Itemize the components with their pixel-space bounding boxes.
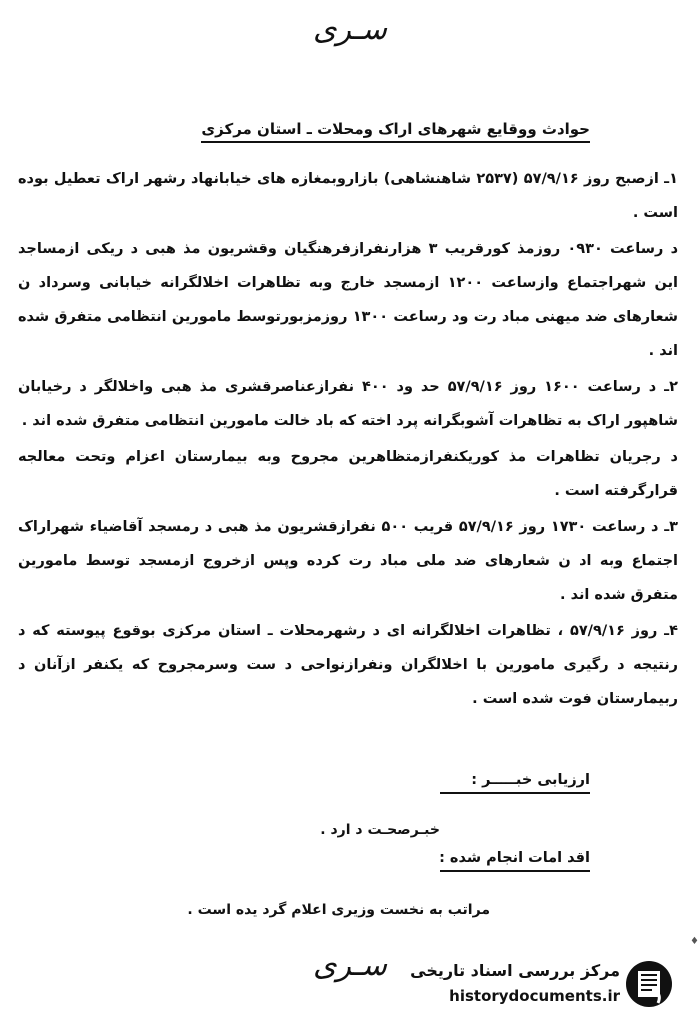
paragraph-4: د رجریان تظاهرات مذ کوریکنفرازمتظاهرین مجروح وبه بیمارستان اعزام وتحت معالجه قرارگرفته است . [18, 449, 678, 499]
actions-section [439, 850, 590, 872]
margin-mark: ♦ [690, 936, 699, 947]
actions-underline [440, 870, 590, 872]
archive-watermark [392, 955, 682, 1017]
evaluation-section [440, 772, 590, 794]
paragraph-3: ۲ـ د رساعت ۱۶۰۰ روز ۵۷/۹/۱۶ حد ود ۴۰۰ نفرازعناصرقشری مذ هبی واخلالگر د رخیابان شاهپور اراک به تظاهرات آشوبگرانه پرد اخته که باد خالت مامورین انتظامی متفرق شده اند . [18, 379, 678, 429]
evaluation-underline [440, 792, 590, 794]
watermark-name: مرکز بررسی اسناد تاریخی [410, 961, 620, 980]
archive-logo-icon [624, 959, 674, 1009]
classification-top: سـری [313, 12, 387, 47]
paragraph-2: د رساعت ۰۹۳۰ روزمذ کورقریب ۳ هزارنفرازفرهنگیان وقشریون مذ هبی د ریکی ازمساجد این شهراجتماع وازساعت ۱۲۰۰ ازمسجد خارج وبه تظاهرات اخلالگرانه خیابانی وسرداد ن شعارهای ضد میهنی مباد رت ود رساعت ۱۳۰۰ روزمزبورتوسط مامورین انتظامی متفرق شده اند . [18, 241, 679, 359]
evaluation-label: ارزیابی خبـــــر : [471, 772, 590, 788]
evaluation-text: خبـرصحـت د ارد . [320, 822, 440, 838]
paragraph-6: ۴ـ روز ۵۷/۹/۱۶ ، تظاهرات اخلالگرانه ای د رشهرمحلات ـ استان مرکزی بوقوع پیوسته که د رنتیجه د رگیری مامورین با اخلالگران ونفرازنواحی د ست وسرمجروح که یکنفر ازآنان د ربیمارستان فوت شده است . [18, 623, 678, 707]
paragraph-5: ۳ـ د رساعت ۱۷۳۰ روز ۵۷/۹/۱۶ قریب ۵۰۰ نفرازقشریون مذ هبی د رمسجد آقاضیاء شهراراک اجتماع وبه اد ن شعارهای ضد ملی مباد رت کرده وپس ازخروج ازمسجد توسط مامورین متفرق شده اند . [18, 519, 679, 603]
paragraph-1: ۱ـ ازصبح روز ۵۷/۹/۱۶ (۲۵۳۷ شاهنشاهی) بازاروبمغازه های خیابانهاد رشهر اراک تعطیل بوده است . [18, 171, 678, 221]
actions-label: اقد امات انجام شده : [439, 850, 590, 866]
document-body [18, 162, 678, 718]
watermark-url: historydocuments.ir [449, 987, 620, 1005]
classification-bottom: سـری [313, 948, 387, 983]
document-title: حوادث ووقایع شهرهای اراک ومحلات ـ استان مرکزی [201, 120, 590, 143]
actions-text: مراتب به نخست وزیری اعلام گرد یده است . [187, 902, 490, 918]
